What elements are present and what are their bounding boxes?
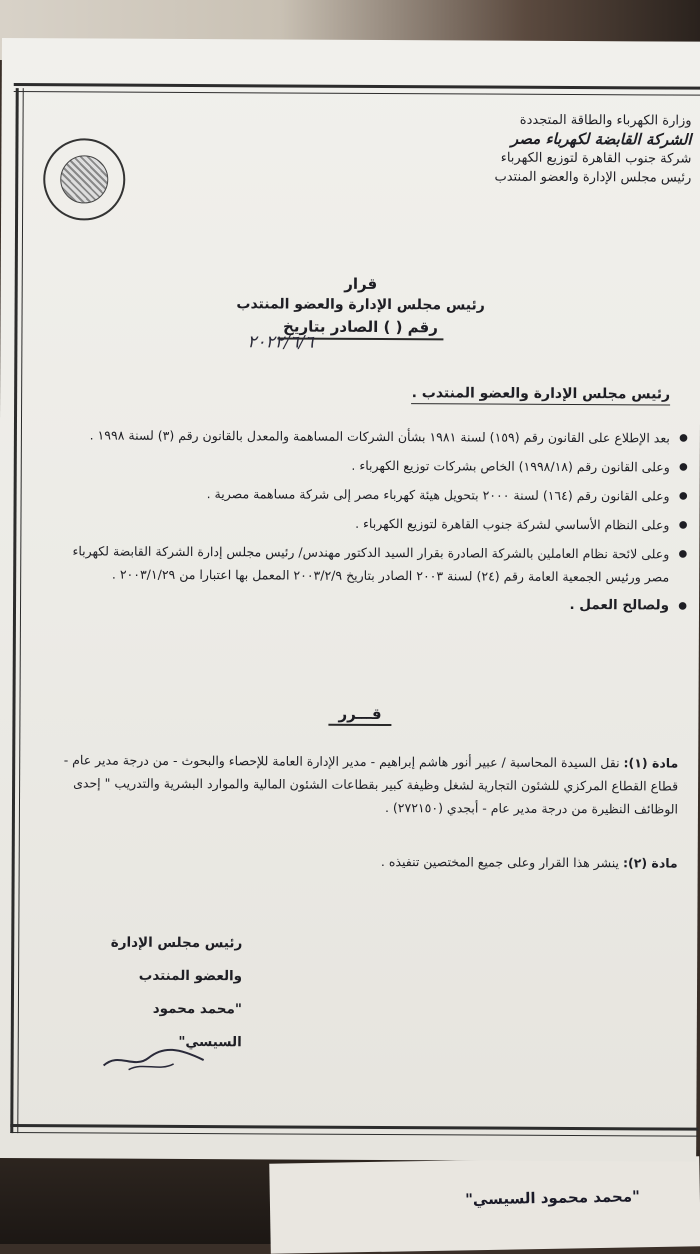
clause-item: ● وعلى القانون رقم (١٦٤) لسنة ٢٠٠٠ بتحويل هيئة كهرباء مصر إلى شركة مساهمة مصرية . — [60, 481, 690, 507]
signature-block — [92, 926, 243, 1059]
decree-intro: رئيس مجلس الإدارة والعضو المنتدب . — [412, 385, 671, 405]
article-2-text: ينشر هذا القرار وعلى جميع المختصين تنفيذه . — [380, 853, 620, 871]
handwritten-date: ٢٠٢٢/٦/٦ — [247, 332, 314, 353]
branch-company-name: شركة جنوب القاهرة لتوزيع الكهرباء — [500, 150, 692, 167]
clause-item: ● وعلى النظام الأساسي لشركة جنوب القاهرة لتوزيع الكهرباء . — [59, 510, 689, 536]
frame-left-border — [10, 88, 23, 1133]
clause-item: ● وعلى لائحة نظام العاملين بالشركة الصادرة بقرار السيد الدكتور مهندس/ رئيس مجلس إدارة الشركة القابضة لكهرباء مصر ورئيس الجمعية العامة رقم (٢٤) لسنة ٢٠٠٣ الصادر بتاريخ ٢٠٠٣/٢/٩ المعمل بها اعتبارا من ٢٠٠٣/١/٢٩ . — [59, 539, 689, 588]
seal-emblem — [60, 155, 108, 203]
company-seal-icon — [43, 138, 125, 220]
decree-issuer: رئيس مجلس الإدارة والعضو المنتدب — [236, 296, 485, 314]
decree-title: قرار — [344, 274, 378, 293]
clause-item: ● ولصالح العمل . — [59, 591, 689, 617]
signature-title-2: والعضو المنتدب — [138, 967, 243, 985]
frame-bottom-border — [10, 1124, 698, 1137]
chairman-title: رئيس مجلس الإدارة والعضو المنتدب — [494, 169, 692, 186]
article-2 — [198, 849, 678, 875]
letterhead — [431, 110, 691, 187]
article-1 — [53, 748, 678, 820]
decree-number-line: رقم ( ) الصادر بتاريخ — [277, 317, 444, 340]
article-2-label: مادة (٢): — [622, 855, 678, 871]
article-1-text: نقل السيدة المحاسبة / عبير أنور هاشم إبراهيم - مدير الإدارة العامة للإحصاء والبحوث - من درجة مدير عام - قطاع القطاع المركزي للشئون التجارية لشغل وظيفة كبير بقطاعات الشئون المالية والموارد البشرية والتدريب " إحدى الوظائف النظيرة من درجة مدير عام - أبجدي (٢٧٢١٥٠) . — [63, 752, 679, 817]
decree-title-block — [200, 274, 520, 341]
clause-item: ● بعد الإطلاع على القانون رقم (١٥٩) لسنة ١٩٨١ بشأن الشركات المساهمة والمعدل بالقانون رقم (٣) لسنة ١٩٩٨ . — [60, 423, 690, 449]
preamble-clauses — [59, 423, 690, 623]
second-sheet-signature-name: "محمد محمود السيسي" — [464, 1187, 641, 1209]
handwritten-signature-icon — [99, 1044, 209, 1075]
holding-company-name: الشركة القابضة لكهرباء مصر — [510, 129, 692, 149]
second-document-sheet — [269, 1156, 700, 1253]
clause-item: ● وعلى القانون رقم (١٩٩٨/١٨) الخاص بشركات توزيع الكهرباء . — [60, 452, 690, 478]
signature-name: "محمد محمود السيسي" — [152, 1000, 242, 1051]
ministry-name: وزارة الكهرباء والطاقة المتجددة — [519, 112, 692, 129]
signature-title-1: رئيس مجلس الإدارة — [110, 934, 243, 952]
frame-top-border — [14, 83, 700, 96]
decree-paper — [0, 38, 700, 1162]
article-1-label: مادة (١): — [623, 755, 679, 771]
decided-heading: قـــرر — [328, 705, 391, 726]
